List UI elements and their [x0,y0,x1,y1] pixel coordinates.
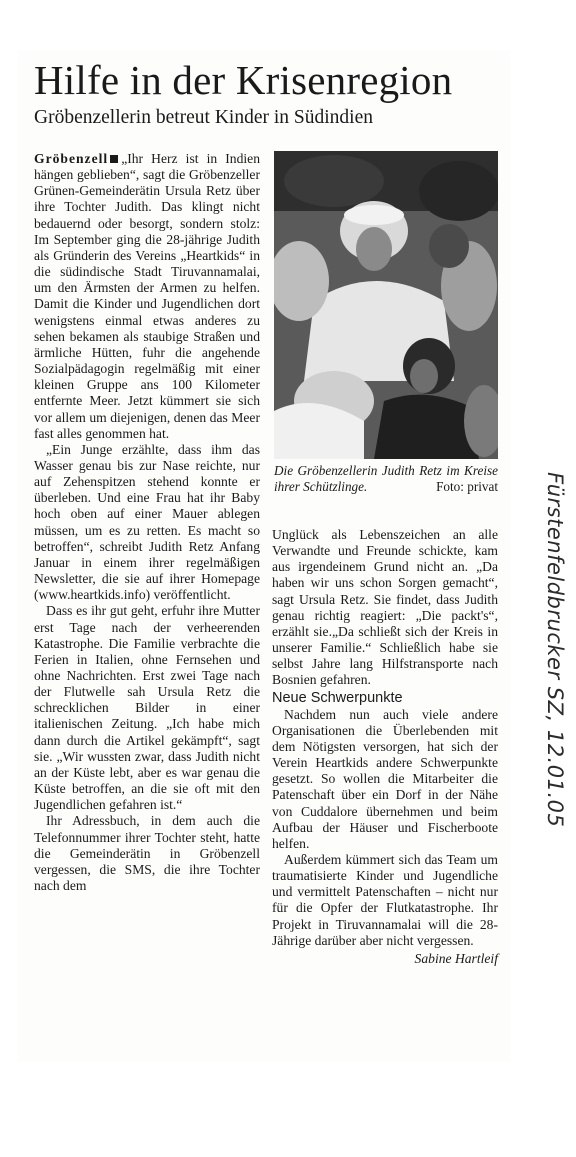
article-title: Hilfe in der Krisenregion [34,57,453,103]
article-photo [274,151,498,459]
section-subhead: Neue Schwerpunkte [272,689,403,706]
dateline: Gröbenzell [34,151,109,166]
paragraph-text: „Ihr Herz ist in Indien hängen geblieben“, sagt die Gröbenzeller Grünen-Gemeinderätin Ursula Retz über ihre Tochter Judith. Das klingt nicht bedauernd oder besorgt, sondern stolz: Im September ging die 28-jährige Judith als Gründerin des Vereins „Heartkids“ in die südindische Stadt Tiruvannamalai, um den Ärmsten der Armen zu helfen. Damit die Kinder und Jugendlichen dort wenigstens einmal etwas anderes zu sehen bekamen als staubige Straßen und ärmliche Hütten, fuhr die angehende Sozialpädagogin regelmäßig mit einer kleinen Gruppe ans 100 Kilometer entfernte Meer. Jetzt kümmert sie sich vor allem um diejenigen, denen das Meer fast alles genommen hat. [34,151,260,441]
article-paragraph: Dass es ihr gut geht, erfuhr ihre Mutter erst Tage nach der verheerenden Katastrophe. Die Familie verbrachte die Ferien in Italien, ohne Fernsehen und ohne Nachrichten. Erst zwei Tage nach der Flutwelle sah Ursula Retz die schrecklichen Bilder in einer italienischen Zeitung. „Ich habe mich dann durch die Artikel gekämpft“, sagt sie. „Wir wussten zwar, dass Judith nicht an der Küste lebt, aber es war genau die Küste betroffen, an die sie oft mit den Jugendlichen gefahren ist.“ [34,603,260,813]
article-paragraph: Unglück als Lebenszeichen an alle Verwandte und Freunde schickte, kam aus irgendeinem Grund nicht an. „Da haben wir uns schon Sorgen gemacht“, sagt Ursula Retz. Sie findet, dass Judith genau richtig reagiert: „Die packt's“, erzählt sie.„Da schließt sich der Kreis in unserer Familie.“ Schließlich habe sie selbst Jahre lang Hilfstransporte nach Bosnien gefahren. [272,527,498,688]
article-paragraph: „Ein Junge erzählte, dass ihm das Wasser genau bis zur Nase reichte, nur auf Zehenspitzen stehend konnte er überleben. Und eine Frau hat ihr Baby hoch oben auf einer Mauer ablegen müssen, um es zu retten. Es macht so betroffen“, schreibt Judith Retz Anfang Januar in einem ihrer regelmäßigen Newsletter, die sie auf ihrer Homepage (www.heartkids.info) veröffentlicht. [34,441,260,603]
article-author: Sabine Hartleif [414,950,498,966]
article-column-left [34,151,260,894]
article-subtitle: Gröbenzellerin betreut Kinder in Südindien [34,107,373,128]
dateline-square-icon [110,155,118,163]
photo-caption [274,463,498,495]
handwritten-text: Fürstenfeldbrucker SZ, 12.01.05 [543,472,567,828]
photo-credit: Foto: privat [436,479,498,494]
handwritten-source-note [518,468,570,848]
article-paragraph: Nachdem nun auch viele andere Organisationen die Überlebenden mit dem Nötigsten versorgen, hat sich der Verein Heartkids andere Schwerpunkte gesetzt. So wollen die Mitarbeiter die Patenschaft über ein Dorf in der Nähe von Cuddalore übernehmen und beim Aufbau der Häuser und Fischerboote helfen. [272,706,498,851]
article-column-right [272,527,498,967]
article-paragraph [34,151,260,442]
article-paragraph: Außerdem kümmert sich das Team um traumatisierte Kinder und Jugendliche und vermittelt Patenschaften – nicht nur für die Opfer der Flutkatastrophe. Ihr Projekt in Tiruvannamalai will die 28-Jährige darüber aber nicht vergessen. [272,851,498,948]
caption-text: Die Gröbenzellerin Judith Retz im Kreise ihrer Schützlinge. [274,463,498,494]
article-paragraph: Ihr Adressbuch, in dem auch die Telefonnummer ihrer Tochter steht, hatte die Gemeinderätin in Gröbenzell vergessen, die SMS, die ihre Tochter nach dem [34,813,260,894]
